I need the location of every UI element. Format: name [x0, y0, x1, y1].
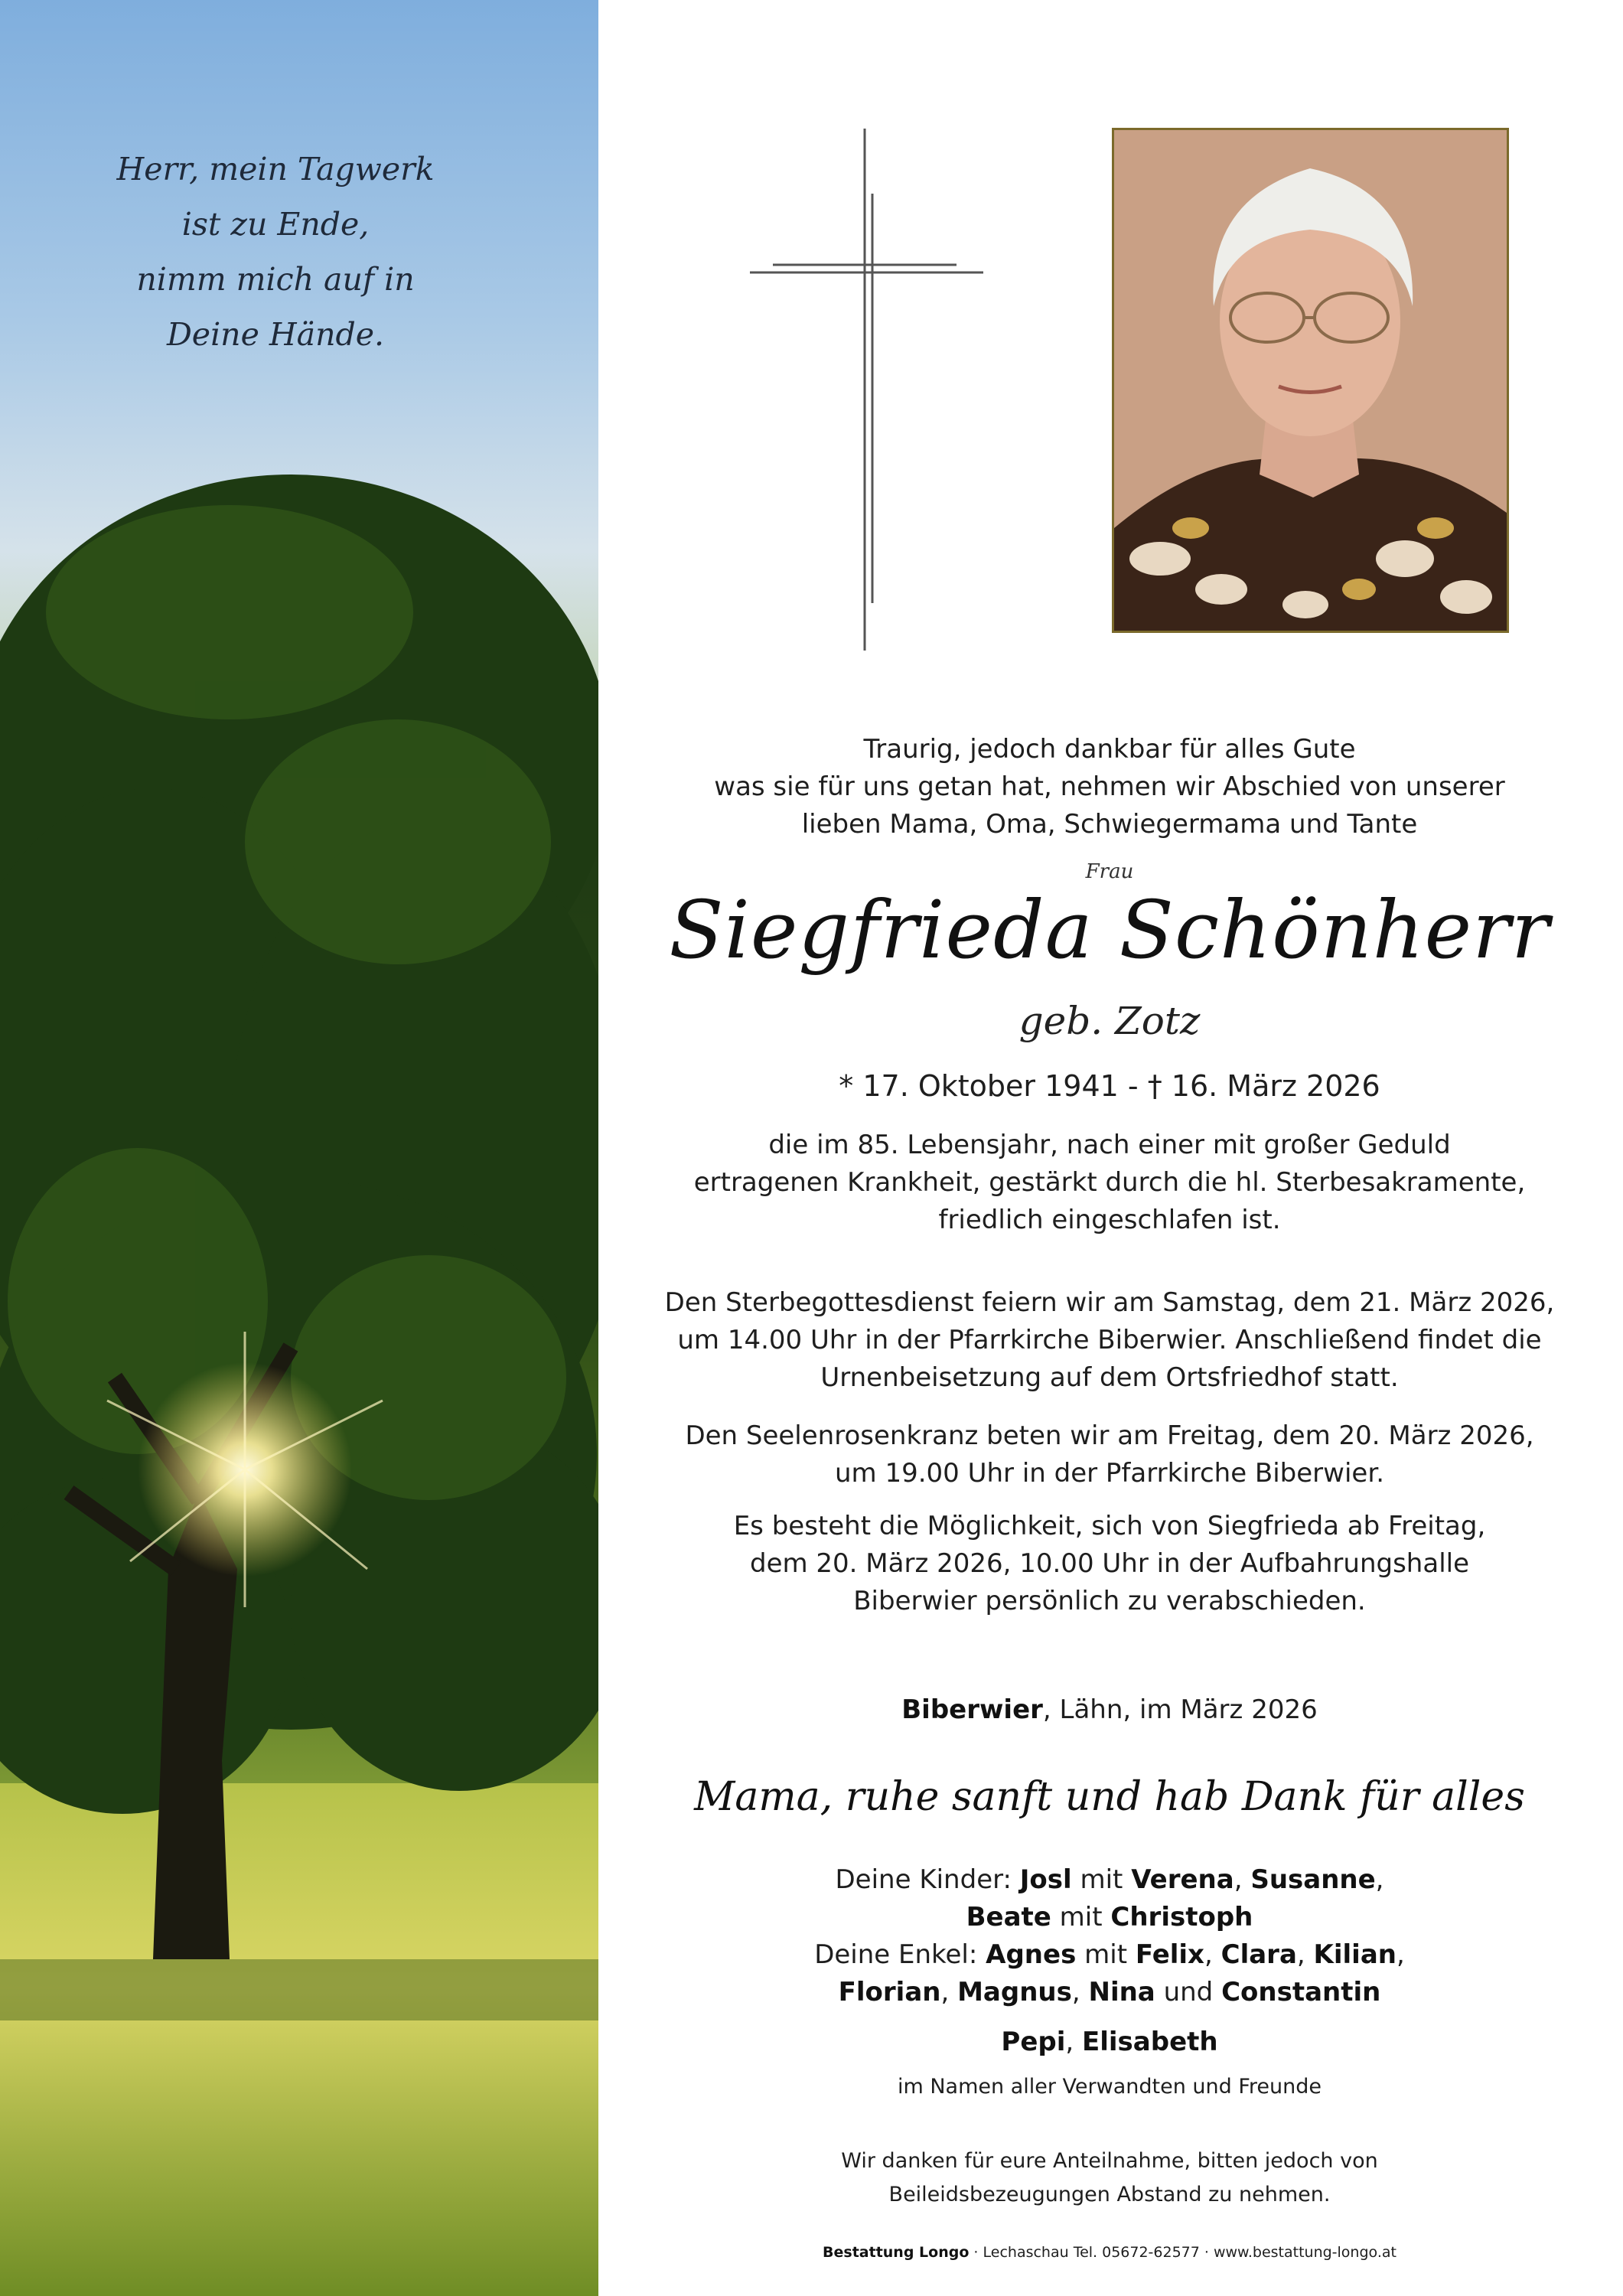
children-line: Deine Kinder: Josl mit Verena, Susanne,: [835, 1864, 1384, 1895]
farewell-motto: Mama, ruhe sanft und hab Dank für alles: [694, 1774, 1525, 1820]
verse-line: Herr, mein Tagwerk: [116, 151, 435, 188]
intro-line: Traurig, jedoch dankbar für alles Gute: [863, 734, 1356, 765]
maiden-name: geb. Zotz: [1018, 999, 1201, 1043]
funeral-home-contact: · Lechaschau Tel. 05672-62577 · www.bestattung-longo.at: [969, 2244, 1396, 2261]
thanks-line: Beileidsbezeugungen Abstand zu nehmen.: [888, 2183, 1331, 2206]
viewing-text: [612, 1508, 1607, 1620]
passing-text: [612, 1127, 1607, 1239]
portrait-photo: [1112, 128, 1509, 633]
intro-line: was sie für uns getan hat, nehmen wir Abschied von unserer: [714, 771, 1505, 802]
intro-text: [612, 731, 1607, 843]
place-date: [612, 1691, 1607, 1729]
viewing-line: Biberwier persönlich zu verabschieden.: [853, 1586, 1366, 1616]
portrait-illustration: [1114, 130, 1507, 631]
life-dates: * 17. Oktober 1941 - † 16. März 2026: [839, 1069, 1380, 1103]
great-grandchildren-line: Pepi, Elisabeth: [1001, 2027, 1218, 2057]
relatives-line: im Namen aller Verwandten und Freunde: [897, 2075, 1322, 2099]
passing-line: ertragenen Krankheit, gestärkt durch die hl. Sterbesakramente,: [693, 1167, 1526, 1198]
family-list: [612, 1861, 1607, 2102]
grandchildren-line: Deine Enkel: Agnes mit Felix, Clara, Kilian,: [814, 1939, 1405, 1970]
rosary-line: um 19.00 Uhr in der Pfarrkirche Biberwier.: [834, 1458, 1385, 1489]
salutation: Frau: [1085, 860, 1134, 883]
place-town: Biberwier: [901, 1694, 1043, 1725]
viewing-line: dem 20. März 2026, 10.00 Uhr in der Aufbahrungshalle: [749, 1548, 1469, 1579]
verse-line: ist zu Ende,: [181, 206, 370, 243]
thanks-text: [612, 2144, 1607, 2212]
place-rest: , Lähn, im März 2026: [1042, 1694, 1318, 1725]
funeral-line: Urnenbeisetzung auf dem Ortsfriedhof statt.: [820, 1362, 1399, 1393]
thanks-line: Wir danken für eure Anteilnahme, bitten jedoch von: [841, 2149, 1378, 2173]
funeral-home-name: Bestattung Longo: [823, 2244, 970, 2261]
funeral-service-text: [612, 1284, 1607, 1397]
funeral-line: um 14.00 Uhr in der Pfarrkirche Biberwier. Anschließend findet die: [677, 1325, 1542, 1355]
funeral-line: Den Sterbegottesdienst feiern wir am Samstag, dem 21. März 2026,: [664, 1287, 1555, 1318]
passing-line: friedlich eingeschlafen ist.: [938, 1205, 1281, 1235]
verse-line: nimm mich auf in: [136, 261, 415, 298]
rosary-line: Den Seelenrosenkranz beten wir am Freitag, dem 20. März 2026,: [685, 1420, 1534, 1451]
grandchildren-line: Florian, Magnus, Nina und Constantin: [838, 1977, 1381, 2007]
cross-icon: [750, 129, 983, 651]
children-line: Beate mit Christoph: [966, 1902, 1253, 1932]
tree-sunset-photo: [0, 0, 598, 2296]
intro-line: lieben Mama, Oma, Schwiegermama und Tante: [801, 809, 1418, 840]
rosary-text: [612, 1417, 1607, 1492]
deceased-name: Siegfrieda Schönherr: [669, 883, 1550, 977]
verse-line: Deine Hände.: [166, 316, 385, 353]
passing-line: die im 85. Lebensjahr, nach einer mit großer Geduld: [768, 1130, 1451, 1160]
viewing-line: Es besteht die Möglichkeit, sich von Siegfrieda ab Freitag,: [733, 1511, 1486, 1541]
funeral-home-footer: [612, 2244, 1607, 2261]
bible-verse: [77, 142, 474, 362]
